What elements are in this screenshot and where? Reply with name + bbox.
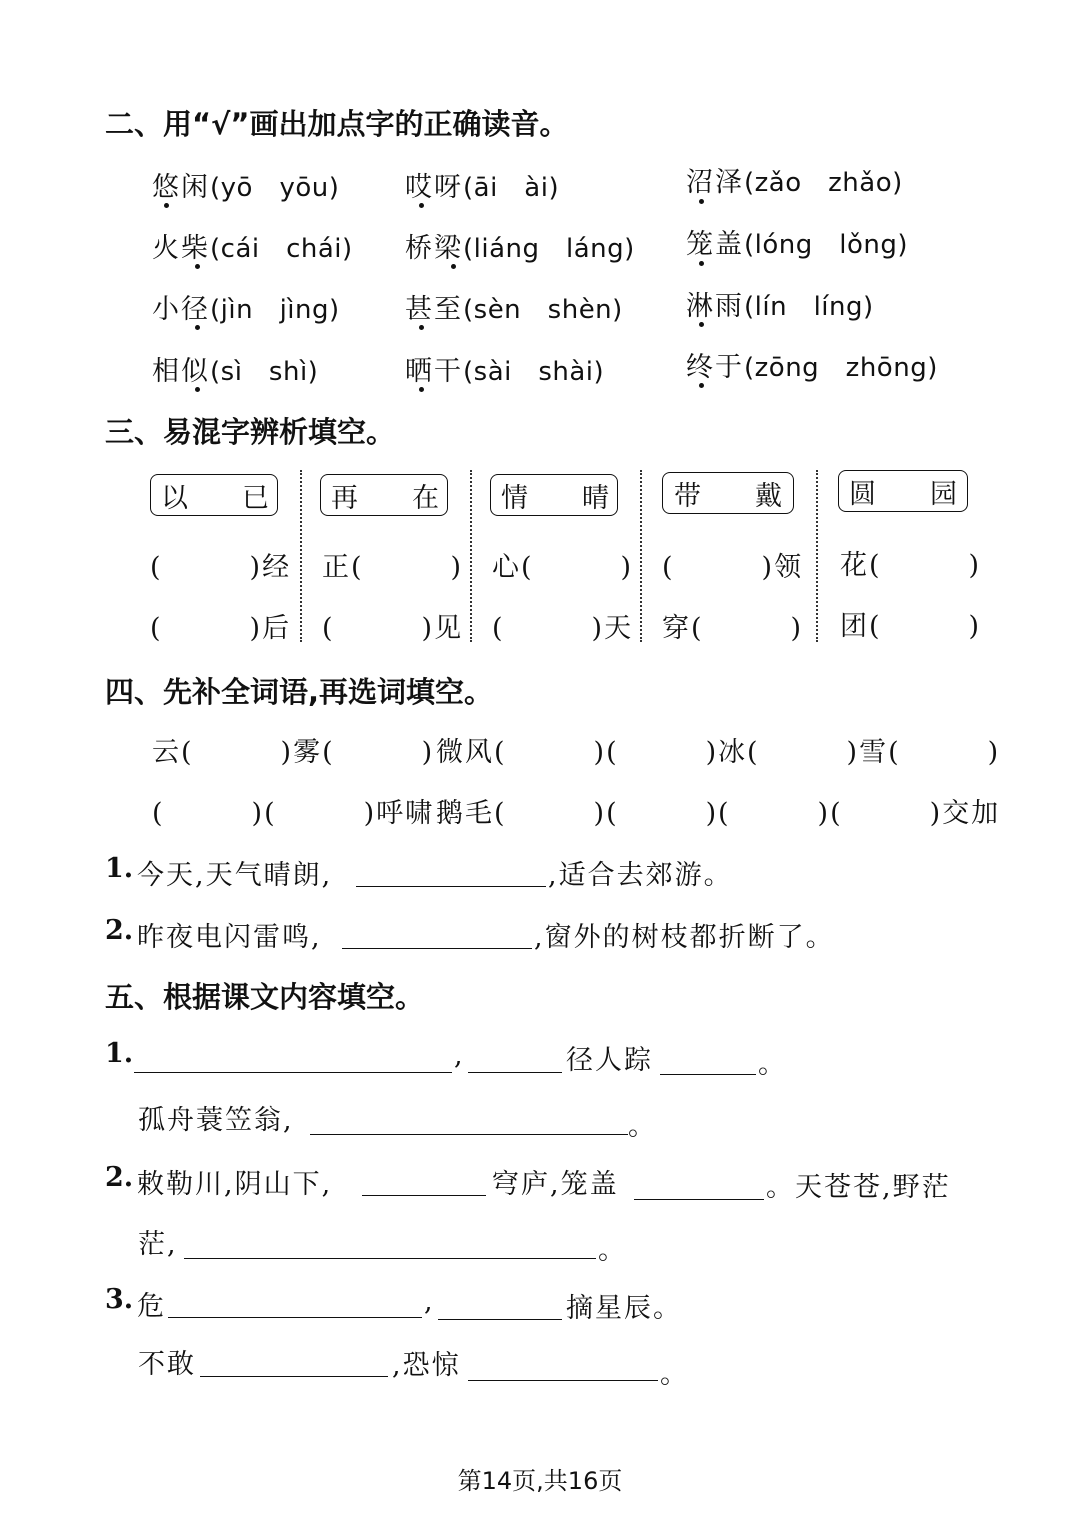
fill-blank-item[interactable]: ( )领	[662, 552, 804, 583]
word-completion-item[interactable]: 云( )雾( )	[152, 737, 435, 768]
emphasis-dot	[164, 203, 169, 208]
punctuation: 。	[628, 1111, 657, 1142]
pinyin-item: 桥梁(liáng láng)	[405, 233, 635, 264]
punctuation: ,	[454, 1040, 465, 1071]
poem-text: 茫,	[138, 1229, 178, 1260]
pinyin-item: 甚至(sèn shèn)	[405, 294, 623, 325]
pinyin-item: 沼泽(zǎo zhǎo)	[686, 167, 903, 198]
word-completion-item[interactable]: 微风( )( )	[436, 737, 719, 768]
pinyin-item: 淋雨(lín líng)	[686, 291, 874, 322]
fill-blank-item[interactable]: 正( )	[322, 552, 464, 583]
answer-blank[interactable]	[310, 1104, 628, 1135]
question-text: 昨夜电闪雷鸣,	[137, 922, 322, 953]
emphasis-dot	[419, 387, 424, 392]
pinyin-item: 相似(sì shì)	[152, 356, 319, 387]
pinyin-item: 晒干(sài shài)	[405, 356, 605, 387]
pinyin-item: 火柴(cái chái)	[152, 233, 353, 264]
punctuation: 。	[598, 1235, 627, 1266]
answer-blank[interactable]	[468, 1350, 658, 1381]
char-pair-box: 圆 园	[838, 470, 968, 512]
poem-text: ,恐惊	[392, 1350, 461, 1381]
answer-blank[interactable]	[168, 1287, 422, 1318]
answer-blank[interactable]	[660, 1044, 756, 1075]
fill-blank-item[interactable]: 团( )	[840, 611, 982, 642]
fill-blank-item[interactable]: 穿( )	[662, 613, 804, 644]
emphasis-dot	[419, 325, 424, 330]
question-number: 2.	[105, 915, 134, 946]
emphasis-dot	[699, 383, 704, 388]
answer-blank[interactable]	[438, 1289, 562, 1320]
emphasis-dot	[699, 199, 704, 204]
pinyin-item: 终于(zōng zhōng)	[686, 352, 938, 383]
poem-text: 径人踪	[566, 1045, 653, 1076]
emphasis-dot	[195, 325, 200, 330]
answer-blank[interactable]	[184, 1228, 596, 1259]
page-number: 第14页,共16页	[457, 1467, 623, 1495]
word-completion-item[interactable]: 鹅毛( )( )	[436, 798, 719, 829]
dotted-divider	[470, 470, 472, 642]
punctuation: ,	[424, 1286, 435, 1317]
pinyin-item: 哎呀(āi ài)	[405, 172, 560, 203]
answer-blank[interactable]	[134, 1042, 452, 1073]
poem-text: 危	[137, 1291, 166, 1322]
emphasis-dot	[451, 264, 456, 269]
punctuation: 。	[758, 1049, 787, 1080]
section-2-title: 二、用“√”画出加点字的正确读音。	[105, 107, 569, 141]
question-number: 1.	[105, 1038, 134, 1069]
fill-blank-item[interactable]: 花( )	[840, 550, 982, 581]
fill-blank-item[interactable]: ( )天	[492, 613, 634, 644]
word-completion-item[interactable]: ( )( )交加	[718, 798, 1001, 829]
char-pair-box: 以 已	[150, 474, 278, 516]
section-5-title: 五、根据课文内容填空。	[105, 980, 425, 1014]
poem-text: 摘星辰。	[566, 1293, 682, 1324]
char-pair-box: 带 戴	[662, 472, 794, 514]
char-pair-box: 情 晴	[490, 474, 618, 516]
section-3-title: 三、易混字辨析填空。	[105, 415, 396, 449]
question-number: 3.	[105, 1284, 134, 1315]
answer-blank[interactable]	[634, 1169, 764, 1200]
pinyin-item: 悠闲(yō yōu)	[152, 172, 340, 203]
fill-blank-item[interactable]: ( )经	[150, 552, 292, 583]
emphasis-dot	[699, 261, 704, 266]
question-text: 今天,天气晴朗,	[137, 860, 333, 891]
poem-text: 。天苍苍,野茫	[766, 1172, 951, 1203]
emphasis-dot	[195, 264, 200, 269]
section-4-title: 四、先补全词语,再选词填空。	[105, 675, 494, 709]
emphasis-dot	[195, 387, 200, 392]
fill-blank-item[interactable]: ( )见	[322, 613, 464, 644]
answer-blank[interactable]	[356, 856, 546, 887]
pinyin-item: 笼盖(lóng lǒng)	[686, 229, 909, 260]
answer-blank[interactable]	[342, 918, 532, 949]
fill-blank-item[interactable]: ( )后	[150, 613, 292, 644]
poem-text: 穹庐,笼盖	[492, 1169, 619, 1200]
question-text: ,窗外的树枝都折断了。	[534, 922, 835, 953]
dotted-divider	[640, 470, 642, 642]
emphasis-dot	[419, 203, 424, 208]
question-text: ,适合去郊游。	[548, 860, 733, 891]
question-number: 2.	[105, 1162, 134, 1193]
answer-blank[interactable]	[362, 1165, 486, 1196]
fill-blank-item[interactable]: 心( )	[492, 552, 634, 583]
emphasis-dot	[699, 322, 704, 327]
answer-blank[interactable]	[200, 1346, 388, 1377]
poem-text: 孤舟蓑笠翁,	[138, 1105, 294, 1136]
poem-text: 敕勒川,阴山下,	[137, 1169, 333, 1200]
punctuation: 。	[660, 1359, 689, 1390]
char-pair-box: 再 在	[320, 474, 448, 516]
question-number: 1.	[105, 853, 134, 884]
word-completion-item[interactable]: ( )( )呼啸	[152, 798, 435, 829]
poem-text: 不敢	[138, 1349, 196, 1380]
answer-blank[interactable]	[468, 1042, 562, 1073]
word-completion-item[interactable]: 冰( )雪( )	[718, 737, 1001, 768]
pinyin-item: 小径(jìn jìng)	[152, 294, 340, 325]
dotted-divider	[816, 470, 818, 642]
dotted-divider	[300, 470, 302, 642]
